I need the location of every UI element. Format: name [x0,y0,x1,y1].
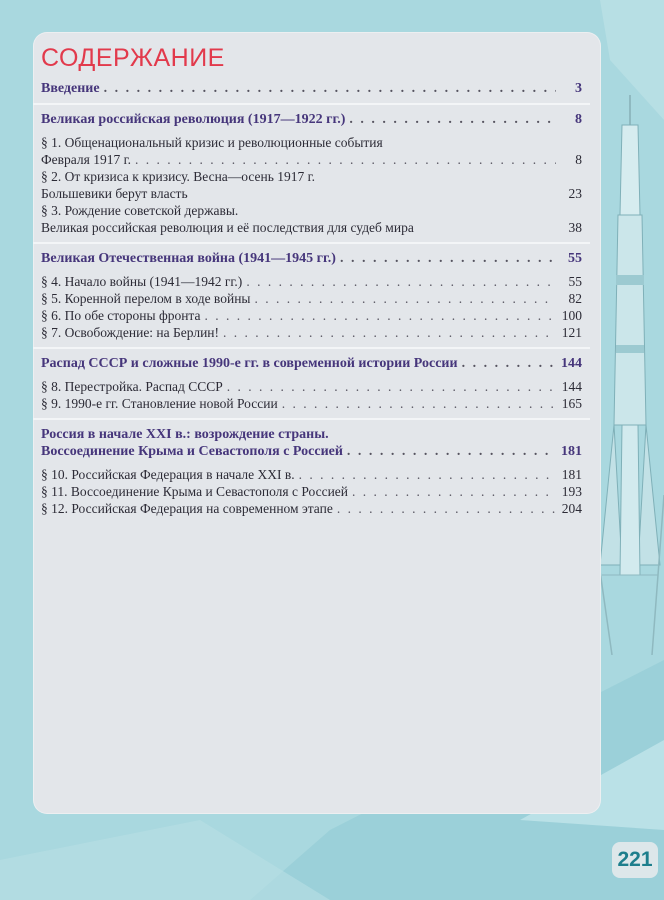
toc-item-line2: Февраля 1917 г. [41,152,131,167]
toc-item[interactable] [41,324,582,341]
section-heading-page: 181 [561,444,582,459]
toc-item-page: 8 [575,152,582,167]
toc-section-heading[interactable] [41,355,582,372]
toc-item-page: 144 [561,379,582,394]
toc-item[interactable] [41,202,582,236]
toc-item-label: § 10. Российская Федерация в начале XXI в. [41,467,295,482]
section-heading-label: Воссоединение Крыма и Севастополя с Россией [41,444,343,459]
toc-item-label: § 11. Воссоединение Крыма и Севастополя с Россией [41,484,349,499]
toc-item-label: § 9. 1990-е гг. Становление новой России [41,396,278,411]
leader-dots [204,307,556,324]
section-divider [33,103,590,105]
rocket-illustration [592,95,664,655]
toc-item-label: § 12. Российская Федерация на современном этапе [41,501,333,516]
leader-dots [352,483,556,500]
toc-item-label: § 4. Начало войны (1941—1942 гг.) [41,274,243,289]
toc-item-line2: Большевики берут власть [41,186,188,201]
section-heading-label: Великая Отечественная война (1941—1945 гг.) [41,251,336,266]
toc-intro-page: 3 [575,81,582,96]
leader-dots [227,378,556,395]
toc-item-page: 38 [568,220,582,235]
page-number: 221 [612,842,658,878]
table-of-contents [41,80,582,517]
section-heading-label: Распад СССР и сложные 1990-е гг. в современной истории России [41,356,458,371]
toc-item-page: 165 [561,396,582,411]
toc-item[interactable] [41,168,582,202]
toc-item[interactable] [41,395,582,412]
toc-item-page: 204 [561,501,582,516]
toc-item-page: 181 [561,467,582,482]
toc-section-heading[interactable] [41,111,582,128]
leader-dots [104,80,556,97]
leader-dots [299,466,556,483]
section-heading-page: 144 [561,356,582,371]
page-title: СОДЕРЖАНИЕ [41,44,225,72]
toc-section-heading[interactable] [41,426,582,460]
section-heading-page: 55 [568,251,582,266]
toc-item-page: 121 [561,325,582,340]
toc-item[interactable] [41,273,582,290]
toc-item-label: § 7. Освобождение: на Берлин! [41,325,220,340]
toc-section-heading[interactable] [41,250,582,267]
section-heading-line1: Россия в начале XXI в.: возрождение страны. [41,427,329,442]
toc-item-label: § 6. По обе стороны фронта [41,308,201,323]
leader-dots [337,500,556,517]
section-heading-label: Великая российская революция (1917—1922 гг.) [41,112,346,127]
leader-dots [349,111,556,128]
toc-item-line1: § 3. Рождение советской державы. [41,203,239,218]
toc-item[interactable] [41,378,582,395]
toc-item-page: 100 [561,308,582,323]
toc-item-label: § 8. Перестройка. Распад СССР [41,379,223,394]
leader-dots [223,324,556,341]
leader-dots [246,273,556,290]
section-divider [33,347,590,349]
leader-dots [340,250,556,267]
toc-item-page: 82 [568,291,582,306]
toc-intro-label: Введение [41,81,100,96]
toc-item-label: § 5. Коренной перелом в ходе войны [41,291,251,306]
toc-intro[interactable] [41,80,582,97]
toc-item[interactable] [41,307,582,324]
toc-item-line2: Великая российская революция и её последствия для судеб мира [41,220,414,235]
toc-item-line1: § 2. От кризиса к кризису. Весна—осень 1917 г. [41,169,316,184]
toc-item[interactable] [41,500,582,517]
leader-dots [135,151,556,168]
section-divider [33,242,590,244]
toc-item[interactable] [41,134,582,168]
toc-item-page: 193 [561,484,582,499]
section-divider [33,418,590,420]
toc-item[interactable] [41,466,582,483]
toc-item-page: 55 [568,274,582,289]
section-heading-page: 8 [575,112,582,127]
leader-dots [462,355,556,372]
toc-item-line1: § 1. Общенациональный кризис и революционные события [41,135,383,150]
leader-dots [255,290,557,307]
leader-dots [282,395,556,412]
toc-item-page: 23 [568,186,582,201]
toc-item[interactable] [41,483,582,500]
toc-item[interactable] [41,290,582,307]
leader-dots [347,443,556,460]
